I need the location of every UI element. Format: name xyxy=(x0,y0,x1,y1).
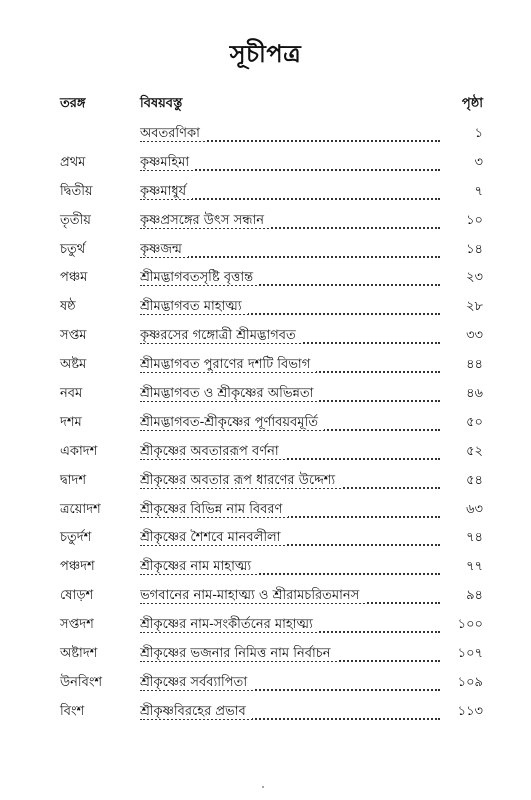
toc-row xyxy=(0,322,531,351)
toc-row xyxy=(0,236,531,265)
toc-row xyxy=(0,640,531,669)
header-page: পৃষ্ঠা xyxy=(461,96,483,111)
toc-chapter: ষষ্ঠ xyxy=(60,299,76,315)
toc-topic-text: শ্রীমদ্ভাগবত ও শ্রীকৃষ্ণের অভিন্নতা xyxy=(140,386,319,401)
toc-page-number: ২৩ xyxy=(466,270,483,286)
toc-row xyxy=(0,467,531,496)
toc-page-number: ৫২ xyxy=(466,443,483,459)
toc-chapter: অষ্টম xyxy=(60,357,87,373)
toc-topic xyxy=(140,297,440,318)
toc-topic xyxy=(140,586,440,607)
toc-topic xyxy=(140,211,440,232)
toc-page-number: ১ xyxy=(474,126,483,141)
toc-chapter: বিংশ xyxy=(60,703,85,719)
toc-page-number: ১০ xyxy=(466,212,483,228)
toc-topic-text: শ্রীকৃষ্ণের অবতার রূপ ধারণের উদ্দেশ্য xyxy=(140,473,341,488)
toc-chapter: ত্রয়োদশ xyxy=(60,501,101,517)
toc-page-number: ৩ xyxy=(474,154,483,170)
toc-topic xyxy=(140,500,440,521)
toc-page-number: ৫৪ xyxy=(466,472,483,488)
toc-page-number: ৭ xyxy=(474,183,483,199)
toc-topic-text: শ্রীমদ্ভাগবত-শ্রীকৃষ্ণের পূর্ণাবয়বমূর্তি xyxy=(140,415,324,430)
toc-topic-text: শ্রীকৃষ্ণের নাম-সংকীর্তনের মাহাত্ম্য xyxy=(140,617,319,632)
toc-chapter: দ্বিতীয় xyxy=(60,183,93,199)
toc-topic-text: কৃষ্ণপ্রসঙ্গের উৎস সন্ধান xyxy=(140,213,270,228)
toc-page-number: ১৪ xyxy=(466,241,483,257)
toc-chapter: দ্বাদশ xyxy=(60,472,87,488)
toc-page-number: ৫০ xyxy=(466,414,483,430)
toc-row xyxy=(0,611,531,640)
toc-topic xyxy=(140,471,440,492)
toc-row xyxy=(0,149,531,178)
toc-header xyxy=(0,94,531,116)
toc-topic xyxy=(140,413,440,434)
toc-row xyxy=(0,264,531,293)
toc-row xyxy=(0,293,531,322)
toc-row xyxy=(0,669,531,698)
toc-topic xyxy=(140,528,440,549)
page-title: সূচীপত্র xyxy=(229,40,302,68)
toc-topic-text: শ্রীকৃষ্ণবিরহের প্রভাব xyxy=(140,704,252,719)
toc-row xyxy=(0,698,531,727)
toc-row xyxy=(0,351,531,380)
toc-topic xyxy=(140,355,440,376)
toc-chapter: তৃতীয় xyxy=(60,212,91,228)
toc-topic-text: শ্রীমদ্ভাগবতসৃষ্টি বৃত্তান্ত xyxy=(140,270,259,285)
toc-chapter: সপ্তদশ xyxy=(60,617,94,633)
toc-page-number: ৬৩ xyxy=(466,501,483,517)
toc-chapter: একাদশ xyxy=(60,443,98,459)
toc-row xyxy=(0,178,531,207)
toc-topic-text: শ্রীকৃষ্ণের অবতাররূপ বর্ণনা xyxy=(140,444,285,459)
toc-topic xyxy=(140,124,440,145)
toc-topic xyxy=(140,442,440,463)
toc-chapter: পঞ্চদশ xyxy=(60,559,95,575)
toc-page-number: ৩৩ xyxy=(466,328,483,344)
toc-topic-text: কৃষ্ণমাধুর্য xyxy=(140,184,192,199)
toc-topic xyxy=(140,702,440,723)
paper-speck xyxy=(262,786,264,788)
toc-topic xyxy=(140,153,440,174)
toc-row xyxy=(0,524,531,553)
toc-topic xyxy=(140,557,440,578)
toc-topic-text: অবতরণিকা xyxy=(140,126,206,141)
header-chapter: তরঙ্গ xyxy=(60,96,86,111)
toc-topic xyxy=(140,384,440,405)
toc-topic-text: শ্রীকৃষ্ণের সর্বব্যাপিতা xyxy=(140,675,253,690)
toc-page-number: ১১৩ xyxy=(457,703,483,719)
toc-page-number: ১০৯ xyxy=(457,674,483,690)
toc-topic-text: কৃষ্ণরসের গঙ্গোত্রী শ্রীমদ্ভাগবত xyxy=(140,328,302,343)
toc-topic xyxy=(140,644,440,665)
toc-topic-text: শ্রীকৃষ্ণের শৈশবে মানবলীলা xyxy=(140,530,287,545)
toc-topic-text: শ্রীমদ্ভাগবত পুরাণের দশটি বিভাগ xyxy=(140,357,316,372)
toc-row xyxy=(0,582,531,611)
toc-chapter: সপ্তম xyxy=(60,328,87,344)
toc-page-number: ২৮ xyxy=(466,299,483,315)
toc-topic-text: শ্রীকৃষ্ণের নাম মাহাত্ম্য xyxy=(140,559,257,574)
toc-chapter: দশম xyxy=(60,414,82,430)
toc-page-number: ৭৭ xyxy=(466,559,483,575)
header-topic: বিষয়বস্তু xyxy=(140,96,183,111)
toc-chapter: উনবিংশ xyxy=(60,674,103,690)
toc-topic xyxy=(140,240,440,261)
toc-topic xyxy=(140,673,440,694)
toc-row xyxy=(0,409,531,438)
toc-page-number: ৪৬ xyxy=(466,386,483,402)
toc-topic xyxy=(140,326,440,347)
toc-chapter: প্রথম xyxy=(60,154,86,170)
toc-page-number: ১০০ xyxy=(457,617,483,633)
toc-row xyxy=(0,553,531,582)
toc-topic xyxy=(140,268,440,289)
toc-page-number: ৭৪ xyxy=(466,530,483,546)
toc-row xyxy=(0,438,531,467)
toc-topic-text: শ্রীকৃষ্ণের ভজনার নিমিত্ত নাম নির্বাচন xyxy=(140,646,337,661)
toc-topic-text: শ্রীমদ্ভাগবত মাহাত্ম্য xyxy=(140,299,248,314)
toc-chapter: পঞ্চম xyxy=(60,270,88,286)
toc-topic xyxy=(140,182,440,203)
table-of-contents xyxy=(0,120,531,727)
toc-row xyxy=(0,496,531,525)
toc-row xyxy=(0,207,531,236)
toc-chapter: ষোড়শ xyxy=(60,588,94,604)
toc-page-number: ১০৭ xyxy=(457,646,483,662)
toc-row xyxy=(0,380,531,409)
toc-page-number: ৪৪ xyxy=(466,357,483,373)
toc-topic xyxy=(140,615,440,636)
toc-page-number: ৯৪ xyxy=(466,588,483,604)
toc-topic-text: শ্রীকৃষ্ণের বিভিন্ন নাম বিবরণ xyxy=(140,502,288,517)
toc-chapter: নবম xyxy=(60,386,83,402)
toc-chapter: চতুর্দশ xyxy=(60,530,92,546)
toc-topic-text: ভগবানের নাম-মাহাত্ম্য ও শ্রীরামচরিতমানস xyxy=(140,588,365,603)
toc-chapter: চতুর্থ xyxy=(60,241,86,257)
toc-row xyxy=(0,120,531,149)
toc-topic-text: কৃষ্ণজন্ম xyxy=(140,242,188,257)
toc-chapter: অষ্টাদশ xyxy=(60,646,98,662)
toc-topic-text: কৃষ্ণমহিমা xyxy=(140,155,195,170)
